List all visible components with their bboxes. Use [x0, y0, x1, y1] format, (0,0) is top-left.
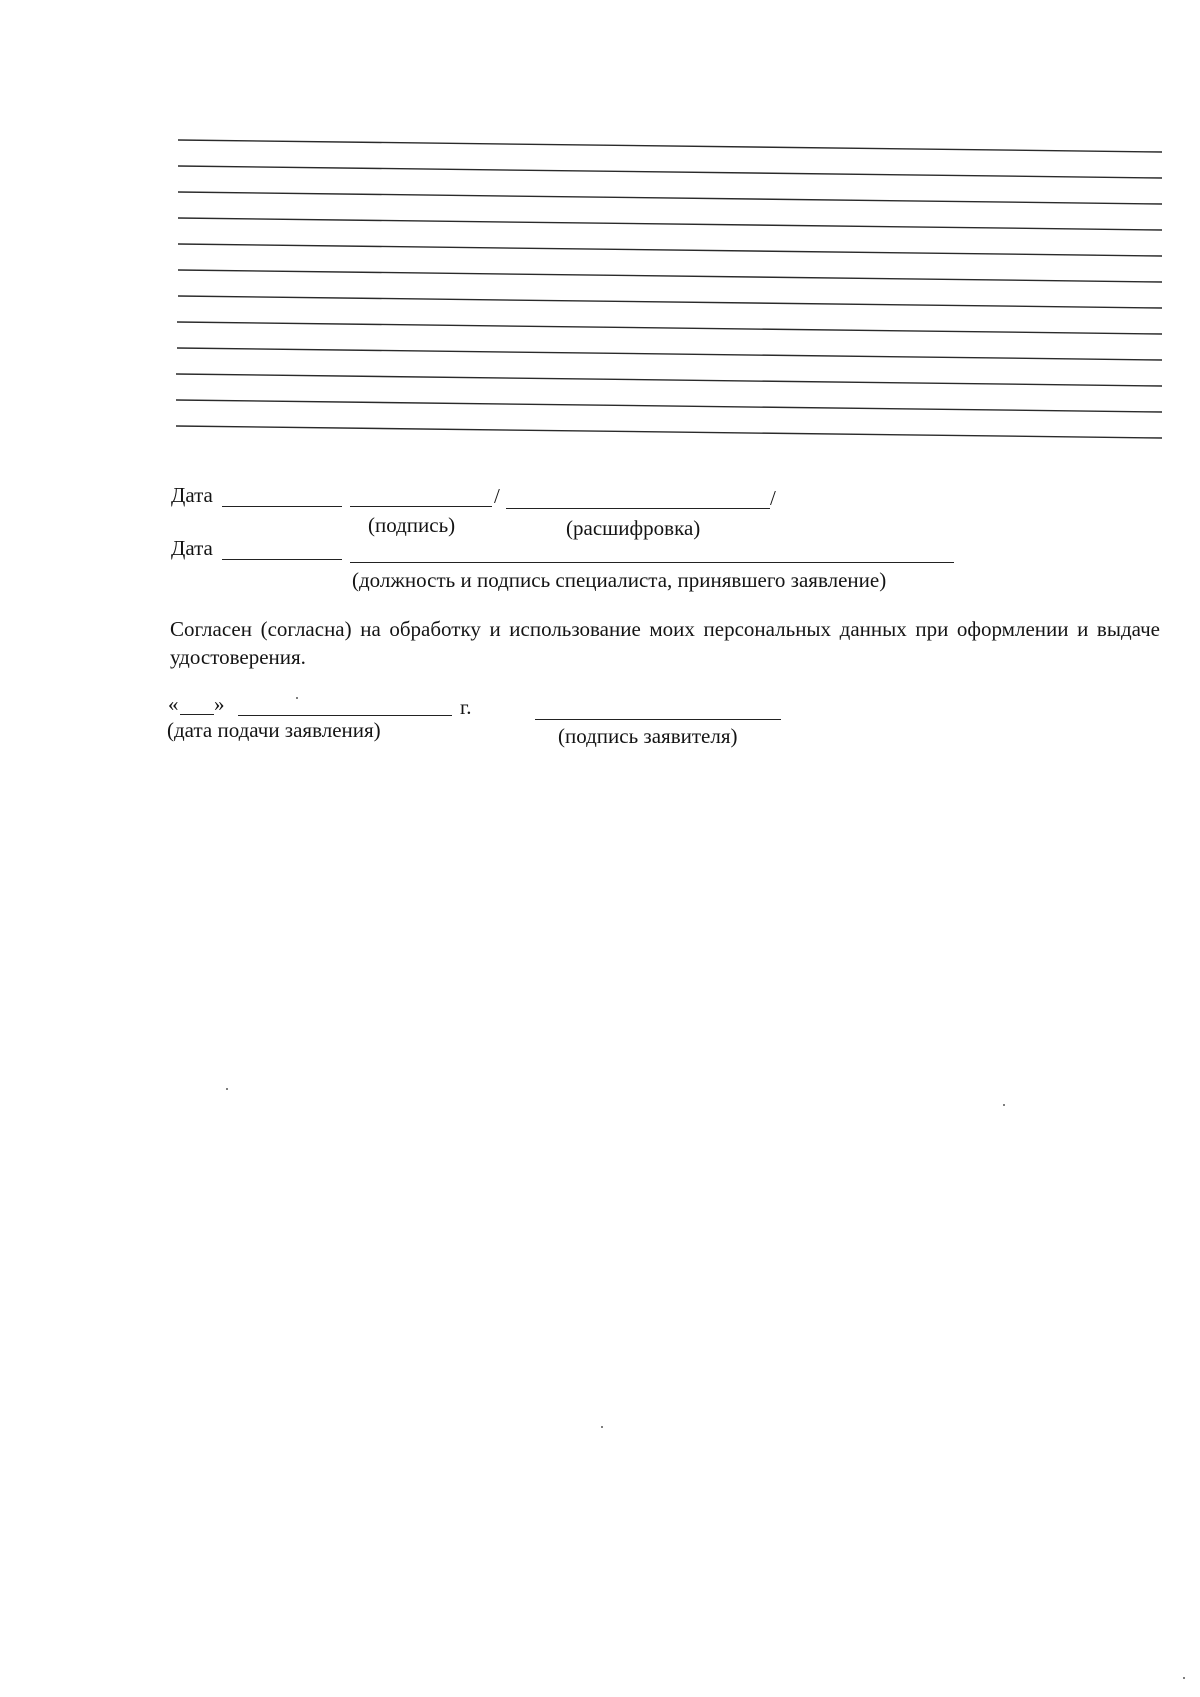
month-line[interactable] [238, 715, 452, 716]
ruled-line [178, 192, 1162, 204]
scan-speck [1183, 1677, 1185, 1679]
scan-speck [601, 1426, 603, 1428]
date-caption: (дата подачи заявления) [167, 718, 381, 742]
specialist-date-label: Дата [171, 536, 213, 560]
ruled-line [178, 218, 1162, 230]
close-quote: » [214, 692, 225, 716]
consent-text: Согласен (согласна) на обработку и использование моих персональных данных при оформлении и выдаче удостоверения. [170, 617, 1160, 669]
ruled-lines [0, 0, 1200, 460]
applicant-final-signature-line[interactable] [535, 719, 781, 720]
applicant-date-line[interactable] [222, 506, 342, 507]
specialist-caption: (должность и подпись специалиста, принявшего заявление) [352, 568, 887, 592]
scan-speck [226, 1088, 228, 1090]
ruled-line [177, 322, 1162, 334]
ruled-line [178, 270, 1162, 282]
applicant-signature-caption: (подпись заявителя) [558, 724, 738, 748]
ruled-line [178, 140, 1162, 152]
applicant-signature-line[interactable] [350, 506, 492, 507]
ruled-line [178, 244, 1162, 256]
applicant-date-label: Дата [171, 483, 213, 507]
open-quote: « [168, 692, 179, 716]
specialist-signature-line[interactable] [350, 562, 954, 563]
ruled-line [178, 166, 1162, 178]
ruled-line [177, 348, 1162, 360]
scan-speck [296, 697, 298, 699]
scan-speck [1003, 1104, 1005, 1106]
ruled-line [178, 296, 1162, 308]
day-line[interactable] [180, 714, 214, 715]
ruled-line [176, 426, 1162, 438]
applicant-decode-line[interactable] [506, 508, 770, 509]
year-suffix: г. [460, 695, 472, 719]
ruled-line [176, 400, 1162, 412]
specialist-date-line[interactable] [222, 559, 342, 560]
signature-caption: (подпись) [368, 513, 456, 537]
ruled-lines-block [0, 0, 1200, 460]
ruled-line [176, 374, 1162, 386]
slash-separator: / [494, 484, 500, 508]
decode-caption: (расшифровка) [566, 516, 701, 540]
slash-separator: / [770, 486, 776, 510]
